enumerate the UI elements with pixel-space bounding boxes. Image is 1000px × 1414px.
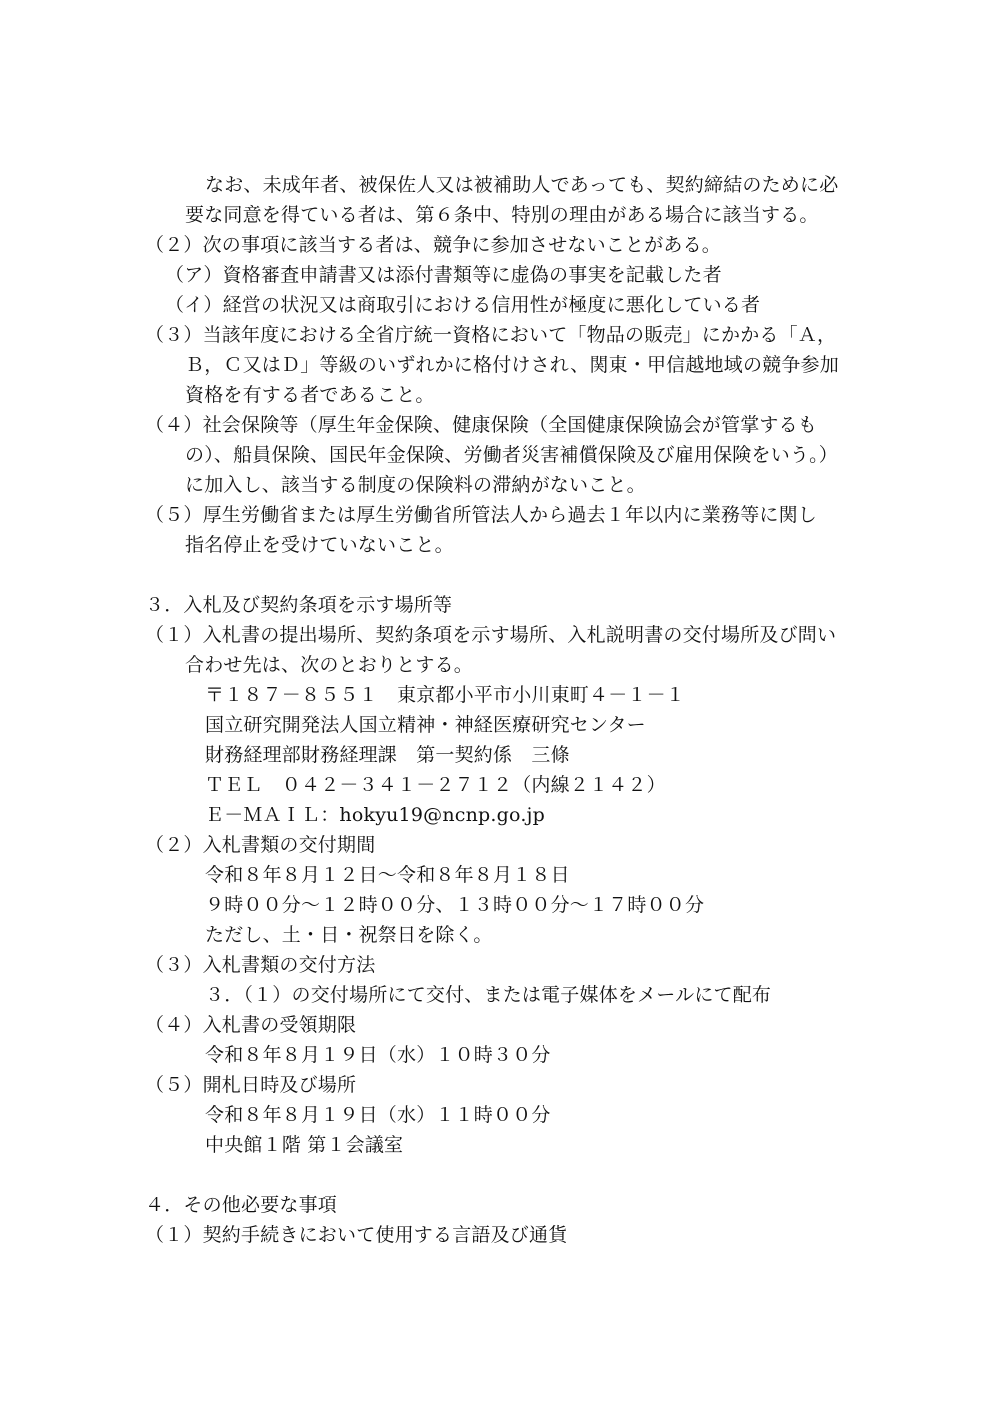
opening-datetime: 令和８年８月１９日（水）１１時００分 bbox=[205, 1104, 551, 1126]
distribution-dates: 令和８年８月１２日～令和８年８月１８日 bbox=[205, 864, 570, 886]
eligibility-item-2-sub-i: （イ）経営の状況又は商取引における信用性が極度に悪化している者 bbox=[165, 294, 761, 316]
contact-department: 財務経理部財務経理課 第一契約係 三條 bbox=[205, 744, 570, 766]
contact-email: Ｅ－ＭＡＩＬ：hokyu19@ncnp.go.jp bbox=[205, 804, 546, 826]
section-3-item-4-heading: （４）入札書の受領期限 bbox=[145, 1014, 357, 1036]
distribution-hours: ９時００分～１２時００分、１３時００分～１７時００分 bbox=[205, 894, 705, 916]
bid-deadline: 令和８年８月１９日（水）１０時３０分 bbox=[205, 1044, 551, 1066]
section-4-heading: ４．その他必要な事項 bbox=[145, 1194, 338, 1216]
section-3-item-1-line-1: （１）入札書の提出場所、契約条項を示す場所、入札説明書の交付場所及び問い bbox=[145, 624, 837, 646]
section-3-item-5-heading: （５）開札日時及び場所 bbox=[145, 1074, 357, 1096]
distribution-method: ３．（１）の交付場所にて交付、または電子媒体をメールにて配布 bbox=[205, 984, 772, 1006]
opening-place: 中央館１階 第１会議室 bbox=[205, 1134, 404, 1156]
eligibility-item-4-line-1: （４）社会保険等（厚生年金保険、健康保険（全国健康保険協会が管掌するも bbox=[145, 414, 818, 436]
section-3-item-1-line-2: 合わせ先は、次のとおりとする。 bbox=[185, 654, 474, 676]
eligibility-item-3-line-3: 資格を有する者であること。 bbox=[185, 384, 435, 406]
contact-organization: 国立研究開発法人国立精神・神経医療研究センター bbox=[205, 714, 646, 736]
section-3-item-2-heading: （２）入札書類の交付期間 bbox=[145, 834, 376, 856]
distribution-note: ただし、土・日・祝祭日を除く。 bbox=[205, 924, 493, 946]
eligibility-item-2-sub-a: （ア）資格審査申請書又は添付書類等に虚偽の事実を記載した者 bbox=[165, 264, 722, 286]
section-3-item-3-heading: （３）入札書類の交付方法 bbox=[145, 954, 376, 976]
eligibility-item-5-line-1: （５）厚生労働省または厚生労働省所管法人から過去１年以内に業務等に関し bbox=[145, 504, 818, 526]
intro-line-2: 要な同意を得ている者は、第６条中、特別の理由がある場合に該当する。 bbox=[185, 204, 819, 226]
contact-address: 〒１８７－８５５１ 東京都小平市小川東町４－１－１ bbox=[205, 684, 686, 706]
contact-phone: ＴＥＬ ０４２－３４１－２７１２（内線２１４２） bbox=[205, 774, 666, 796]
section-4-item-1: （１）契約手続きにおいて使用する言語及び通貨 bbox=[145, 1224, 568, 1246]
eligibility-item-5-line-2: 指名停止を受けていないこと。 bbox=[185, 534, 454, 556]
eligibility-item-3-line-1: （３）当該年度における全省庁統一資格において「物品の販売」にかかる「Ａ， bbox=[145, 324, 837, 346]
eligibility-item-4-line-3: に加入し、該当する制度の保険料の滞納がないこと。 bbox=[185, 474, 646, 496]
eligibility-item-3-line-2: Ｂ，Ｃ又はＤ」等級のいずれかに格付けされ、関東・甲信越地域の競争参加 bbox=[185, 354, 839, 376]
eligibility-item-4-line-2: の）、船員保険、国民年金保険、労働者災害補償保険及び雇用保険をいう。） bbox=[185, 444, 839, 466]
intro-line-1: なお、未成年者、被保佐人又は被補助人であっても、契約締結のために必 bbox=[205, 174, 839, 196]
eligibility-item-2: （２）次の事項に該当する者は、競争に参加させないことがある。 bbox=[145, 234, 722, 256]
section-3-heading: ３．入札及び契約条項を示す場所等 bbox=[145, 594, 453, 616]
